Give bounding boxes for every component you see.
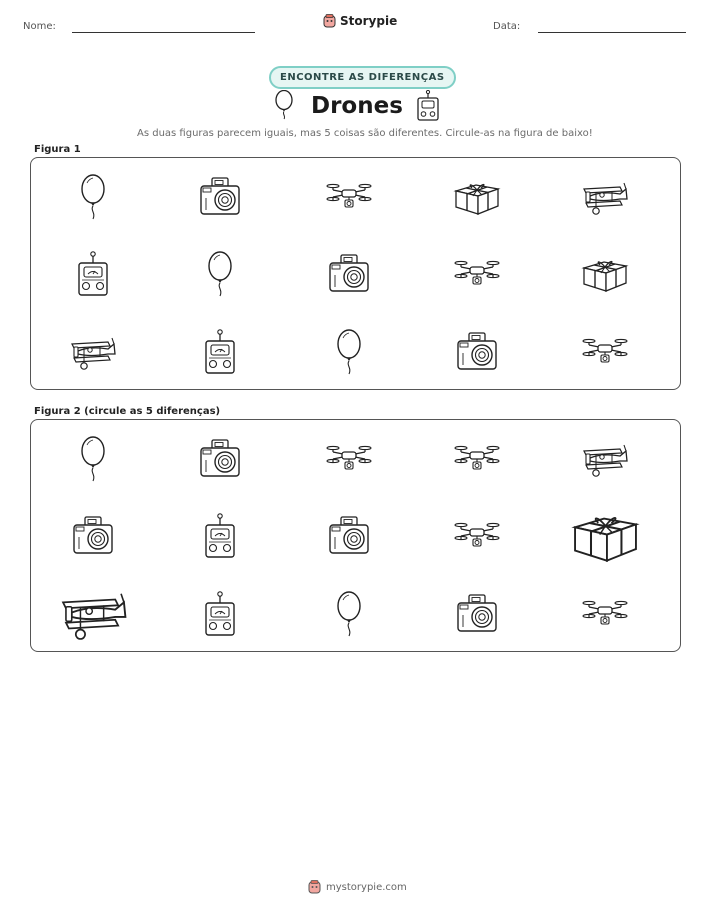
storypie-mascot-icon xyxy=(323,14,336,28)
biplane-icon xyxy=(62,323,124,381)
drone-icon[interactable] xyxy=(318,430,380,488)
figure-2-label: Figura 2 (circule as 5 diferenças) xyxy=(34,406,221,417)
drone-icon[interactable] xyxy=(446,430,508,488)
balloon-icon xyxy=(189,245,251,303)
robot-remote-icon xyxy=(415,90,441,126)
drone-icon xyxy=(318,168,380,226)
robot-remote-icon xyxy=(62,245,124,303)
brand-logo xyxy=(323,14,397,28)
biplane-icon xyxy=(574,168,636,226)
brand-name: Storypie xyxy=(340,14,398,28)
footer-url[interactable]: mystorypie.com xyxy=(326,881,407,893)
figure-1-label: Figura 1 xyxy=(34,144,81,155)
date-line[interactable] xyxy=(538,32,686,33)
camera-icon[interactable] xyxy=(189,430,251,488)
page-title: Drones xyxy=(311,93,403,119)
robot-remote-icon[interactable] xyxy=(189,507,251,565)
drone-icon[interactable] xyxy=(446,507,508,565)
camera-icon[interactable] xyxy=(446,585,508,643)
storypie-mascot-icon xyxy=(308,880,321,894)
gift-box-icon[interactable] xyxy=(574,507,636,565)
date-label: Data: xyxy=(493,21,521,32)
biplane-icon[interactable] xyxy=(574,430,636,488)
balloon-icon xyxy=(62,168,124,226)
name-line[interactable] xyxy=(72,32,255,33)
instructions: As duas figuras parecem iguais, mas 5 coisas são diferentes. Circule-as na figura de baixo! xyxy=(137,128,593,139)
camera-icon[interactable] xyxy=(318,507,380,565)
biplane-icon[interactable] xyxy=(62,585,124,643)
camera-icon[interactable] xyxy=(62,507,124,565)
figure-2-panel[interactable] xyxy=(30,419,681,652)
camera-icon xyxy=(189,168,251,226)
gift-box-icon xyxy=(446,168,508,226)
gift-box-icon xyxy=(574,245,636,303)
figure-1-panel xyxy=(30,157,681,390)
drone-icon xyxy=(574,323,636,381)
drone-icon[interactable] xyxy=(574,585,636,643)
camera-icon xyxy=(446,323,508,381)
footer xyxy=(308,880,407,894)
balloon-icon[interactable] xyxy=(318,585,380,643)
activity-tag: ENCONTRE AS DIFERENÇAS xyxy=(269,66,456,89)
name-label: Nome: xyxy=(23,21,56,32)
robot-remote-icon[interactable] xyxy=(189,585,251,643)
camera-icon xyxy=(318,245,380,303)
balloon-icon[interactable] xyxy=(62,430,124,488)
drone-icon xyxy=(446,245,508,303)
robot-remote-icon xyxy=(189,323,251,381)
balloon-icon xyxy=(274,90,294,124)
balloon-icon xyxy=(318,323,380,381)
